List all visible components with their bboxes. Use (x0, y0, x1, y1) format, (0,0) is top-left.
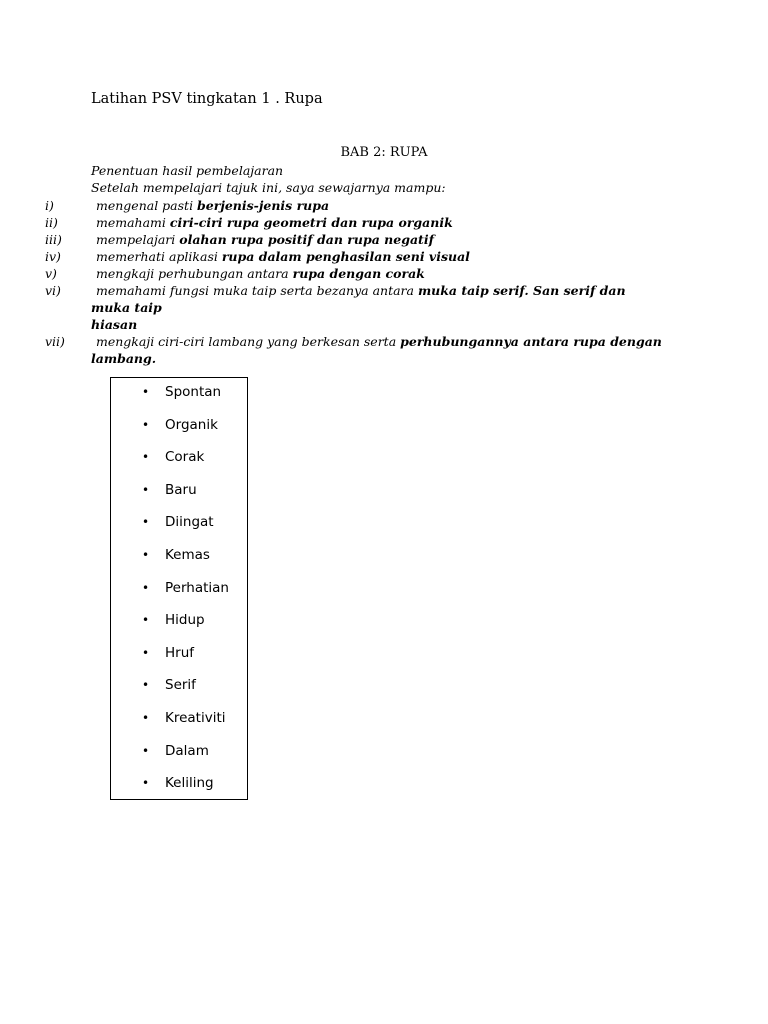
outcome-plain-text: mengenal pasti (96, 198, 198, 213)
outcome-bold-text: rupa dengan corak (292, 266, 425, 281)
word-list-item (111, 448, 247, 481)
bullet-icon: • (142, 450, 150, 465)
chapter-heading (0, 145, 768, 160)
word-label: Diingat (165, 514, 214, 531)
word-list-item (111, 774, 247, 807)
word-list-item (111, 579, 247, 612)
bullet-icon: • (142, 580, 150, 595)
word-list-item (111, 644, 247, 677)
outcome-number: iii) (45, 232, 62, 247)
learning-outcome-item (45, 265, 665, 282)
outcome-text (91, 231, 665, 248)
intro-line-2: Setelah mempelajari tajuk ini, saya sewajarnya mampu: (91, 180, 446, 195)
learning-outcome-item (45, 214, 665, 231)
word-label: Keliling (165, 775, 214, 792)
bullet-icon: • (142, 547, 150, 562)
outcome-text (91, 282, 665, 316)
word-label: Dalam (165, 742, 209, 759)
outcome-text (91, 197, 665, 214)
outcome-text (91, 248, 665, 265)
outcome-continuation-text: lambang. (91, 351, 157, 366)
outcome-plain-text: mengkaji perhubungan antara (96, 266, 293, 281)
outcome-bold-text: rupa dalam penghasilan seni visual (221, 249, 470, 264)
outcome-bold-text: muka taip serif. San serif dan muka taip (91, 283, 626, 315)
outcome-plain-text: memerhati aplikasi (96, 249, 222, 264)
learning-outcome-item (45, 231, 665, 248)
word-list-box (110, 377, 248, 800)
word-list-item (111, 676, 247, 709)
word-label: Spontan (165, 384, 222, 400)
word-list (111, 383, 247, 807)
outcome-number: vii) (45, 334, 65, 349)
word-list-item (111, 416, 247, 449)
word-list-item (111, 513, 247, 546)
word-list-item (111, 481, 247, 514)
outcome-number: vi) (45, 283, 61, 298)
learning-outcome-item (45, 248, 665, 265)
word-label: Serif (165, 677, 196, 694)
outcome-text (91, 214, 665, 231)
outcome-number: v) (45, 266, 57, 281)
word-label: Perhatian (165, 579, 229, 596)
outcome-plain-text: memahami fungsi muka taip serta bezanya antara (96, 283, 418, 298)
outcome-number: i) (45, 198, 54, 213)
chapter-heading-text: BAB 2: RUPA (340, 145, 428, 160)
outcome-text (91, 333, 665, 350)
learning-outcome-item (45, 333, 665, 367)
bullet-icon: • (142, 645, 150, 660)
bullet-icon: • (142, 385, 150, 399)
outcome-continuation-text: hiasan (91, 317, 138, 332)
word-list-item (111, 383, 247, 416)
word-list-item (111, 742, 247, 775)
word-label: Organik (165, 416, 218, 433)
word-label: Hidup (165, 612, 205, 629)
outcome-bold-text: perhubungannya antara rupa dengan (400, 334, 662, 349)
intro-line-1: Penentuan hasil pembelajaran (91, 163, 284, 178)
outcome-bold-text: berjenis-jenis rupa (197, 198, 330, 213)
outcome-plain-text: mempelajari (96, 232, 180, 247)
word-label: Baru (165, 481, 197, 498)
document-title: Latihan PSV tingkatan 1 . Rupa (91, 91, 323, 107)
bullet-icon: • (142, 743, 150, 758)
outcome-plain-text: memahami (96, 215, 170, 230)
bullet-icon: • (142, 678, 150, 693)
bullet-icon: • (142, 417, 150, 432)
word-label: Hruf (165, 644, 195, 661)
bullet-icon: • (142, 613, 150, 628)
bullet-icon: • (142, 515, 150, 530)
outcome-bold-text: olahan rupa positif dan rupa negatif (179, 232, 434, 247)
word-label: Corak (165, 449, 205, 466)
outcome-plain-text: mengkaji ciri-ciri lambang yang berkesan serta (96, 334, 401, 349)
outcome-bold-text: ciri-ciri rupa geometri dan rupa organik (169, 215, 453, 230)
learning-outcome-item (45, 282, 665, 333)
word-label: Kreativiti (165, 709, 226, 726)
word-label: Kemas (165, 546, 210, 563)
bullet-icon: • (142, 776, 150, 791)
outcome-number: ii) (45, 215, 58, 230)
learning-outcomes-list (45, 197, 665, 367)
outcome-text (91, 265, 665, 282)
outcome-number: iv) (45, 249, 61, 264)
bullet-icon: • (142, 482, 150, 497)
learning-outcome-item (45, 197, 665, 214)
word-list-item (111, 546, 247, 579)
bullet-icon: • (142, 710, 150, 725)
word-list-item (111, 709, 247, 742)
word-list-item (111, 611, 247, 644)
